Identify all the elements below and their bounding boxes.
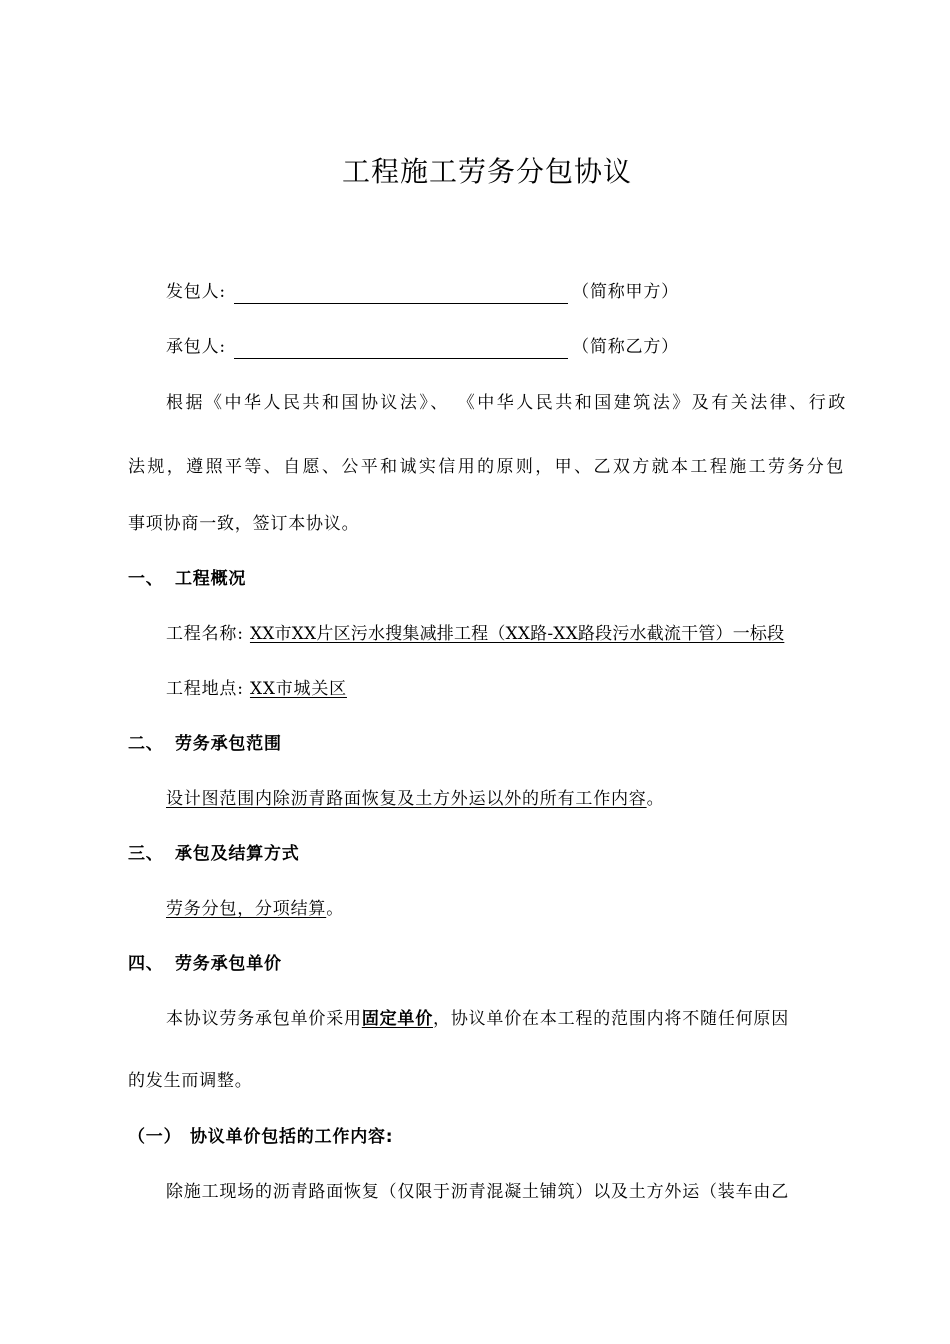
party-a-label: 发包人: (166, 282, 226, 302)
project-name-line (166, 622, 886, 646)
section-4-number: 四、 (128, 954, 164, 974)
party-b-line (166, 335, 886, 359)
section-1-title: 工程概况 (175, 569, 247, 589)
party-a-line (166, 280, 886, 304)
project-location-value: XX市城关区 (249, 679, 347, 699)
party-b-blank-field (234, 340, 568, 359)
section-3-title: 承包及结算方式 (175, 844, 300, 864)
section-2-body-text: 设计图范围内除沥青路面恢复及土方外运以外的所有工作内容 (166, 789, 647, 809)
section-4-body-pre: 本协议劳务承包单价采用 (166, 1009, 362, 1029)
project-name-label: 工程名称: (166, 624, 244, 644)
section-3-heading (128, 842, 848, 866)
subsection-1-title: 协议单价包括的工作内容: (190, 1127, 394, 1147)
section-3-body-text: 劳务分包，分项结算 (166, 899, 327, 919)
party-b-suffix: （简称乙方） (572, 337, 679, 357)
project-location-line (166, 677, 886, 701)
project-name-value: XX市XX片区污水搜集减排工程（XX路-XX路段污水截流干管）一标段 (249, 624, 785, 644)
party-a-blank-field (234, 285, 568, 304)
section-3-body (166, 897, 886, 921)
section-1-number: 一、 (128, 569, 164, 589)
section-4-body-line-1 (166, 1007, 886, 1031)
preamble-line-2: 法规，遵照平等、自愿、公平和诚实信用的原则，甲、乙双方就本工程施工劳务分包 (128, 457, 844, 477)
section-3-number: 三、 (128, 844, 164, 864)
subsection-1-body: 除施工现场的沥青路面恢复（仅限于沥青混凝土铺筑）以及土方外运（装车由乙 (166, 1182, 789, 1202)
section-2-body-end: 。 (646, 789, 665, 809)
preamble-line-1: 根据《中华人民共和国协议法》、 《中华人民共和国建筑法》及有关法律、行政 (166, 393, 846, 413)
section-2-heading (128, 732, 848, 756)
section-2-number: 二、 (128, 734, 164, 754)
preamble-line-3: 事项协商一致，签订本协议。 (128, 514, 360, 534)
section-4-body-bold: 固定单价 (361, 1009, 434, 1029)
party-b-label: 承包人: (166, 337, 226, 357)
section-4-body-line-2: 的发生而调整。 (128, 1071, 253, 1091)
document-title: 工程施工劳务分包协议 (341, 155, 632, 188)
project-location-label: 工程地点: (166, 679, 244, 699)
subsection-1-heading (128, 1125, 848, 1149)
section-4-heading (128, 952, 848, 976)
subsection-1-number: （一） (128, 1127, 182, 1147)
section-2-title: 劳务承包范围 (175, 734, 282, 754)
section-1-heading (128, 567, 848, 591)
section-4-body-post: ，协议单价在本工程的范围内将不随任何原因 (433, 1009, 790, 1029)
section-2-body (166, 787, 886, 811)
section-3-body-end: 。 (326, 899, 345, 919)
section-4-title: 劳务承包单价 (175, 954, 282, 974)
party-a-suffix: （简称甲方） (572, 282, 679, 302)
